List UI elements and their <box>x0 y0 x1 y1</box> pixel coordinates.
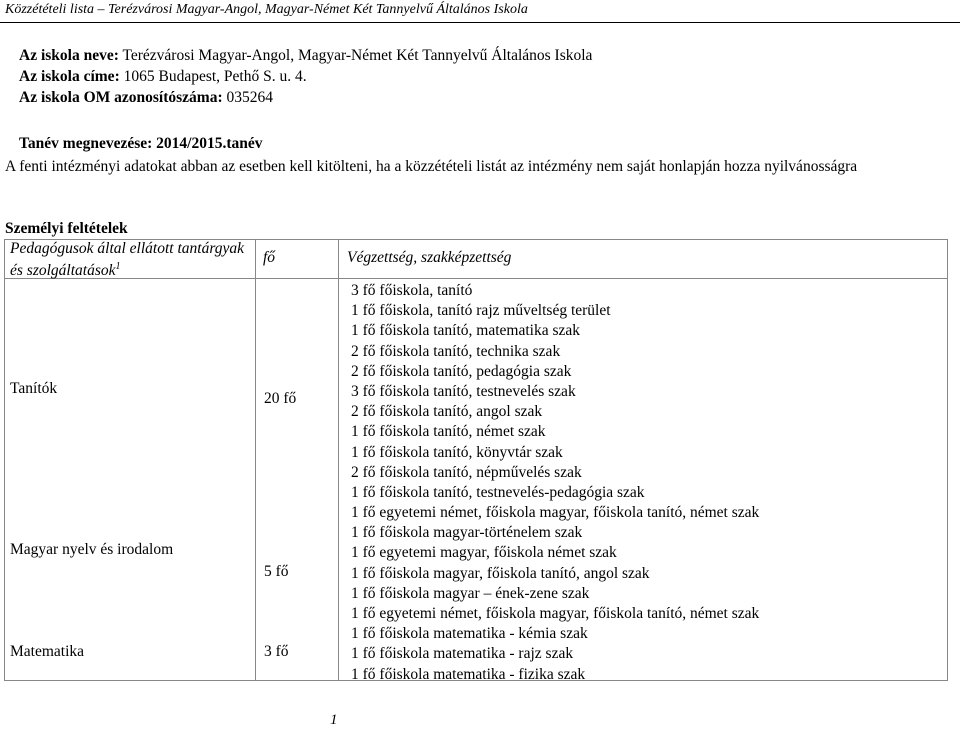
qualification-item: 1 fő főiskola tanító, matematika szak <box>351 322 580 340</box>
qualification-item: 1 fő főiskola magyar-történelem szak <box>351 524 583 542</box>
qualification-item: 2 fő főiskola tanító, népművelés szak <box>351 463 582 481</box>
column-header-subjects <box>10 240 245 280</box>
footnote-number: 1 <box>330 712 338 728</box>
qualification-item: 3 fő főiskola tanító, testnevelés szak <box>351 382 576 400</box>
qualification-item: 1 fő egyetemi magyar, főiskola német szak <box>351 544 617 562</box>
school-year-label: Tanév megnevezése: <box>19 135 153 152</box>
table-column-divider <box>255 239 256 681</box>
row-count: 5 fő <box>264 563 289 580</box>
document-header: Közzétételi lista – Terézvárosi Magyar-Angol, Magyar-Német Két Tannyelvű Általános Iskola <box>5 2 528 17</box>
qualification-list <box>351 281 759 685</box>
row-subject: Magyar nyelv és irodalom <box>10 541 174 558</box>
qualification-item: 1 fő főiskola magyar – ének-zene szak <box>351 584 590 602</box>
qualification-item: 1 fő főiskola matematika - fizika szak <box>351 665 586 683</box>
qualification-item: 1 fő főiskola tanító, testnevelés-pedagógia szak <box>351 483 645 501</box>
row-subject: Matematika <box>10 643 85 660</box>
qualification-item: 2 fő főiskola tanító, pedagógia szak <box>351 362 572 380</box>
qualification-item: 3 fő főiskola, tanító <box>351 282 473 299</box>
header-divider <box>0 22 960 23</box>
school-address-line <box>19 68 307 86</box>
qualification-item: 2 fő főiskola tanító, technika szak <box>351 342 561 360</box>
qualification-item: 1 fő főiskola, tanító rajz műveltség terület <box>351 302 611 320</box>
school-name-label: Az iskola neve: <box>19 47 119 64</box>
row-count: 20 fő <box>264 390 297 407</box>
section-title: Személyi feltételek <box>5 220 128 237</box>
school-address-value: 1065 Budapest, Pethő S. u. 4. <box>119 68 307 85</box>
qualification-item: 1 fő főiskola tanító, német szak <box>351 423 546 441</box>
school-year-line <box>19 135 263 153</box>
column-header-subjects-text: Pedagógusok által ellátott tantárgyak és szolgáltatások <box>10 240 245 280</box>
qualification-item: 1 fő egyetemi német, főiskola magyar, főiskola tanító, német szak <box>351 504 760 522</box>
qualification-item: 1 fő főiskola matematika - kémia szak <box>351 625 588 643</box>
instruction-note: A fenti intézményi adatokat abban az esetben kell kitölteni, ha a közzétételi listát az intézmény nem saját honlapján hozza nyilvánosságra <box>5 158 858 175</box>
row-subject: Tanítók <box>10 380 58 397</box>
qualification-item: 1 fő főiskola tanító, könyvtár szak <box>351 443 563 461</box>
qualification-item: 2 fő főiskola tanító, angol szak <box>351 403 543 421</box>
column-header-count: fő <box>263 249 276 266</box>
school-om-line <box>19 89 273 107</box>
school-name-line <box>19 47 592 65</box>
qualification-item: 1 fő egyetemi német, főiskola magyar, főiskola tanító, német szak <box>351 605 760 622</box>
school-om-value: 035264 <box>222 89 274 106</box>
footnote-marker: 1 <box>115 261 121 272</box>
school-address-label: Az iskola címe: <box>19 68 120 85</box>
table-column-divider <box>338 239 339 681</box>
column-header-qualification: Végzettség, szakképzettség <box>347 249 512 266</box>
school-name-value: Terézvárosi Magyar-Angol, Magyar-Német Két Tannyelvű Általános Iskola <box>118 47 593 64</box>
qualification-item: 1 fő főiskola magyar, főiskola tanító, angol szak <box>351 564 650 582</box>
school-year-value: 2014/2015.tanév <box>152 135 263 152</box>
row-count: 3 fő <box>264 643 289 660</box>
qualification-item: 1 fő főiskola matematika - rajz szak <box>351 645 574 663</box>
school-om-label: Az iskola OM azonosítószáma: <box>19 89 223 106</box>
